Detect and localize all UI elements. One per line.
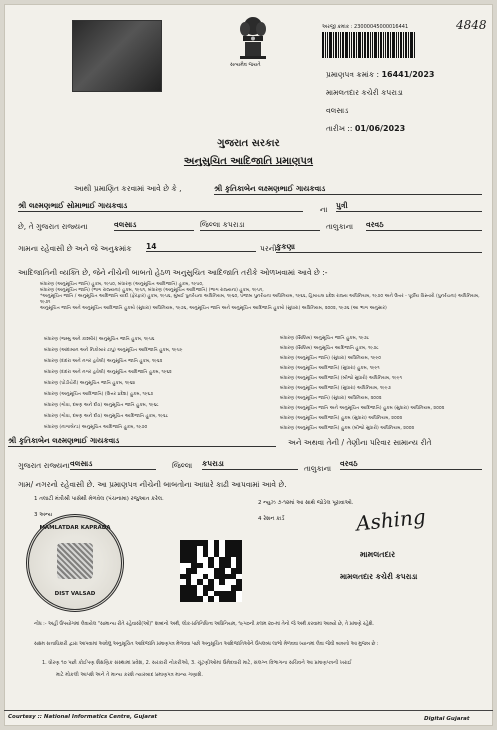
father-name: શ્રી લક્ષ્મણભાઈ સોમાભાઈ ગાયકવાડ xyxy=(18,201,303,212)
caste-value: કુકણા xyxy=(276,242,482,253)
government-title: ગુજરાત સરકાર xyxy=(217,138,280,149)
barcode-bar xyxy=(403,32,404,58)
barcode-bar xyxy=(325,32,326,58)
issue-date: 01/06/2023 xyxy=(354,124,406,133)
order-item: બંધારણ (અનુસૂચિત જાતિ) (સુધારા) અધિનિયમ, ૨૦૦૨ xyxy=(280,396,382,401)
order-item: બંધારણ (અનુસૂચિત જાતિ) હુકમ, ૧૯૫૦, બંધારણ (અનુસૂચિત આદિજાતિ) હુકમ, ૧૯૫૦, xyxy=(40,282,204,287)
footer-brand: Digital Gujarat xyxy=(424,716,470,722)
order-item: *અનુસૂચિત જાતિ / અનુસૂચિત આદિજાતિ યાદી (ફેરફાર) હુકમ, ૧૯૫૬, મુંબઈ પુનર્રચના અધિનિયમ, ૧૯૬૦, પંજાબ પુનર્રચના અધિનિયમ, ૧૯૬૬, હિમાચલ પ્રદેશ રાજ્ય અધિનિયમ, ૧૯૭૦ અને ઉત્તર - પૂર્વીય વિસ્તારો (પુનર્રચના) અધિનિયમ, ૧૯૭૧ xyxy=(40,294,480,305)
state-emblem-icon xyxy=(236,14,270,60)
order-item: બંધારણ (સિક્કિમ) અનુસૂચિત આદિજાતિ હુકમ, ૧૯૭૮ xyxy=(280,346,379,351)
residence-taluka-label: તાલુકાના xyxy=(304,464,332,473)
barcode-bar xyxy=(400,32,402,58)
seal-bottom-text: DIST VALSAD xyxy=(54,591,96,597)
barcode-bar xyxy=(335,32,337,58)
barcode-bar xyxy=(333,32,334,58)
note-4: માટે મોકલી આપશે અને તે માન્ય કરશે ત્યારબાદ પ્રમાણપત્ર માન્ય ગણાશે. xyxy=(56,672,203,678)
barcode-bar xyxy=(329,32,332,58)
applicant-photo xyxy=(72,20,162,92)
certificate-number-row xyxy=(326,70,434,80)
order-item: બંધારણ (નાગાલેન્ડ) અનુસૂચિત આદિજાતિ હુકમ, ૧૯૭૦ xyxy=(44,425,148,430)
residence-district: વલસાડ xyxy=(70,459,156,470)
barcode-bar xyxy=(390,32,391,58)
order-item: બંધારણ (અનુસૂચિત જાતિ) (ભાગ રાજ્યના) હુકમ, ૧૯૫૧, બંધારણ (અનુસૂચિત આદિજાતિ) (ભાગ રાજ્યના) હુકમ, ૧૯૫૧, xyxy=(40,288,264,293)
order-item: બંધારણ (સિક્કિમ) અનુસૂચિત જાતિ હુકમ, ૧૯૭૮ xyxy=(280,336,370,341)
barcode-bar xyxy=(342,32,344,58)
residence-district-label: જિલ્લા xyxy=(172,461,193,470)
order-item: અનુસૂચિત જાતિ અને અનુસૂચિત આદિજાતિ હુકમો (સુધારા) અધિનિયમ, ૧૯૭૬, અનુસૂચિત જાતિ અને અનુસૂચિત આદિજાતિ હુકમો (સુધારા) અધિનિયમ, ૨૦૦૨, ૧૯૭૬ (આ ભાગ અનુસાર) xyxy=(40,306,387,311)
barcode-bar xyxy=(364,32,366,58)
district-label: જિલ્લા કપરાડા xyxy=(200,220,320,231)
barcode-bar xyxy=(392,32,395,58)
note-3: 1. ધોરણ ૧૦ પછી કોઈપણ શૈક્ષણિક સંસ્થામાં પ્રવેશ, 2. સરકારી નોકરીઓ, 3. ચૂંટણીઓમાં ઉમેદવારી માટે, સંલગ્ન વિભાગના સચિવને આ પ્રમાણપત્રની ખરાઈ xyxy=(42,660,352,666)
orders-top-list xyxy=(40,282,485,312)
relation-value: પુત્રી xyxy=(336,201,482,212)
order-item: બંધારણ (અનુસૂચિત આદિજાતિ) (સુધારા) અધિનિયમ, ૧૯૯૭ xyxy=(280,386,391,391)
emblem-caption: સત્યમેવ જયતે xyxy=(230,62,261,68)
issue-date-row xyxy=(326,124,405,134)
barcode-bar xyxy=(356,32,357,58)
taluka-label: તાલુકાના xyxy=(326,222,354,231)
barcode-bar xyxy=(383,32,384,58)
basis-item: 3 અન્ય xyxy=(34,512,53,518)
note-2: સક્ષમ સત્તાધિકારી દ્વારા આપવામાં આવેલું અનુસૂચિત આદિજાતિ પ્રમાણપત્ર મેળવવા પછી અનુસૂચિત આદિજાતિઓને ઉપલબ્ધ લાભો મેળવવા ધ્યાનમાં લેવા જેવી બાબતો આ મુજબ છે : xyxy=(34,642,379,647)
seal-emblem-icon xyxy=(57,543,93,579)
issue-date-label: તારીખ :: xyxy=(326,124,353,133)
footer-courtesy: Courtesy :: National Informatics Centre, Gujarat xyxy=(8,714,158,720)
schedule-prefix: ગામના રહેવાસી છે અને જે અનુક્રમાંક xyxy=(18,244,132,253)
order-item: બંધારણ (આંદામાન અને નિકોબાર ટાપુ) અનુસૂચિત આદિજાતિ હુકમ, ૧૯૫૯ xyxy=(44,348,183,353)
barcode-bar xyxy=(378,32,379,58)
barcode-bar xyxy=(408,32,409,58)
residence-village: વરવઠ xyxy=(340,459,482,470)
barcode-bar xyxy=(327,32,328,58)
basis-statement: ગામ/ નગરનો રહેવાસી છે. આ પ્રમાણપત્ર નીચેની બાબતોના આધારે કાઢી આપવામાં આવે છે. xyxy=(18,480,287,489)
barcode-bar xyxy=(387,32,389,58)
barcode-bar xyxy=(410,32,413,58)
basis-item: 1 તલાટી મંત્રીશ્રી પાસેથી મેળવેલ (પંચનામા) રજુઆત કરેલ. xyxy=(34,496,164,502)
order-item: બંધારણ (દાદરા અને નગર હવેલી) અનુસૂચિત આદિજાતિ હુકમ, ૧૯૬૨ xyxy=(44,370,172,375)
orders-left-list xyxy=(44,334,264,433)
issuing-district: વલસાડ xyxy=(326,106,349,115)
barcode-bar xyxy=(362,32,363,58)
barcode-bar xyxy=(358,32,361,58)
barcode-bar xyxy=(396,32,397,58)
barcode-bar xyxy=(374,32,377,58)
barcode xyxy=(322,32,434,58)
barcode-bar xyxy=(340,32,341,58)
issuing-office: મામલતદાર કચેરી કપરાડા xyxy=(326,88,403,97)
order-item: બંધારણ (અનુસૂચિત જાતિ અને અનુસૂચિત આદિજાતિ) હુકમ (સુધારા) અધિનિયમ, ૨૦૦૨ xyxy=(280,406,445,411)
caste-label: પરની xyxy=(260,244,277,253)
barcode-bar xyxy=(322,32,324,58)
state-prefix: છે, તે ગુજરાત રાજ્યના xyxy=(18,222,88,231)
residence-prefix: ગુજરાત રાજ્યના xyxy=(18,461,70,470)
certificate-page xyxy=(4,4,493,726)
district-value: વલસાડ xyxy=(114,220,194,231)
certificate-number-label: પ્રમાણપત્ર ક્રમાંક : xyxy=(326,70,380,79)
order-item: બંધારણ (અનુસૂચિત આદિજાતિ) (બીજો સુધારો) અધિનિયમ, ૧૯૯૧ xyxy=(280,376,402,381)
order-item: બંધારણ (અનુસૂચિત આદિજાતિ) (સુધારા) હુકમ, ૧૯૯૧ xyxy=(280,366,380,371)
order-item: બંધારણ (અનુસૂચિત આદિજાતિ) હુકમ (સુધારા) અધિનિયમ, ૨૦૦૨ xyxy=(280,416,403,421)
barcode-bar xyxy=(372,32,373,58)
residence-taluka: કપરાડા xyxy=(202,459,298,470)
barcode-bar xyxy=(385,32,386,58)
recognition-statement: આદિજાતિની વ્યક્તિ છે, જેને નીચેની બાબતો હેઠળ અનુસુચિત આદિજાતિ તરીકે ઓળખવામાં આવે છે :- xyxy=(18,268,328,277)
barcode-bar xyxy=(398,32,399,58)
officer-title: મામલતદાર xyxy=(360,550,396,559)
officer-signature: Ashing xyxy=(354,504,427,536)
family-applicant-name: શ્રી કૃતિકાબેન લક્ષ્મણભાઈ ગાયકવાડ xyxy=(8,436,276,447)
schedule-number: 14 xyxy=(146,242,256,252)
order-item: બંધારણ (અનુસૂચિત આદિજાતિ) હુકમ (બીજો સુધારો) અધિનિયમ, ૨૦૦૨ xyxy=(280,426,415,431)
qr-module xyxy=(236,596,242,602)
handwritten-number: 4848 xyxy=(456,18,487,32)
basis-item: 4 રેશન કાર્ડ xyxy=(258,516,285,522)
relation-label: ના xyxy=(320,205,328,214)
order-item: બંધારણ (જમ્મુ અને કાશ્મીર) અનુસૂચિત જાતિ હુકમ, ૧૯૫૬ xyxy=(44,337,155,342)
order-item: બંધારણ (પોંડીચેરી) અનુસૂચિત જાતિ હુકમ, ૧૯૬૪ xyxy=(44,381,136,386)
family-residence-text: અને અથવા તેની / તેણીના પરિવાર સામાન્ય રીતે xyxy=(288,438,432,447)
barcode-bar xyxy=(351,32,352,58)
note-1: નોંધ :- અહીં ઉપયોગમાં લેવાયેલ "સામાન્ય રીતે રહેવાસી(ઓ)" શબ્દનો અર્થ, લોક-પ્રતિનિધિત્વ અધિનિયમ, ૧૯૫૦ની કલમ ૨૦-માં તેનો જે અર્થ કરવામાં આવ્યો છે, તે પ્રમાણે રહેશે. xyxy=(34,622,374,627)
barcode-bar xyxy=(349,32,350,58)
order-item: બંધારણ (ગોવા, દમણ અને દીવ) અનુસૂચિત આદિજાતિ હુકમ, ૧૯૬૮ xyxy=(44,414,169,419)
footer xyxy=(4,710,493,726)
certify-prefix: આથી પ્રમાણિત કરવામાં આવે છે કે , xyxy=(74,184,182,193)
certificate-title: અનુસુચિત આદિજાતિ પ્રમાણપત્ર xyxy=(183,156,314,167)
barcode-bar xyxy=(338,32,339,58)
barcode-bar xyxy=(380,32,382,58)
barcode-bar xyxy=(353,32,355,58)
officer-office: મામલતદાર કચેરી કપરાડા xyxy=(340,572,418,581)
applicant-name: શ્રી કૃતિકાબેન લક્ષ્મણભાઈ ગાયકવાડ xyxy=(214,184,482,195)
barcode-bar xyxy=(414,32,415,58)
application-number: અરજી ક્રમાંક : 23000045000016441 xyxy=(322,24,409,30)
order-item: બંધારણ (અનુસૂચિત આદિજાતિ) (ઉત્તર પ્રદેશ) હુકમ, ૧૯૬૭ xyxy=(44,392,154,397)
seal-top-text: MAMLATDAR KAPRADA xyxy=(39,525,111,531)
orders-right-list xyxy=(280,334,485,434)
barcode-bar xyxy=(367,32,369,58)
official-seal xyxy=(26,514,124,612)
order-item: બંધારણ (દાદરા અને નગર હવેલી) અનુસૂચિત જાતિ હુકમ, ૧૯૬૨ xyxy=(44,359,163,364)
qr-code xyxy=(180,540,242,602)
basis-item: 2 ન્યુઝ ૭-૧૨માં આ સાથે જોડેલ પૂરાવાઓ. xyxy=(258,500,354,506)
barcode-bar xyxy=(405,32,407,58)
barcode-bar xyxy=(370,32,371,58)
order-item: બંધારણ (અનુસૂચિત જાતિ) (સુધારા) અધિનિયમ, ૧૯૯૦ xyxy=(280,356,382,361)
village-value: વરવઠ xyxy=(366,220,482,231)
certificate-number: 16441/2023 xyxy=(381,70,435,79)
barcode-bar xyxy=(345,32,348,58)
order-item: બંધારણ (ગોવા, દમણ અને દીવ) અનુસૂચિત જાતિ હુકમ, ૧૯૬૮ xyxy=(44,403,159,408)
